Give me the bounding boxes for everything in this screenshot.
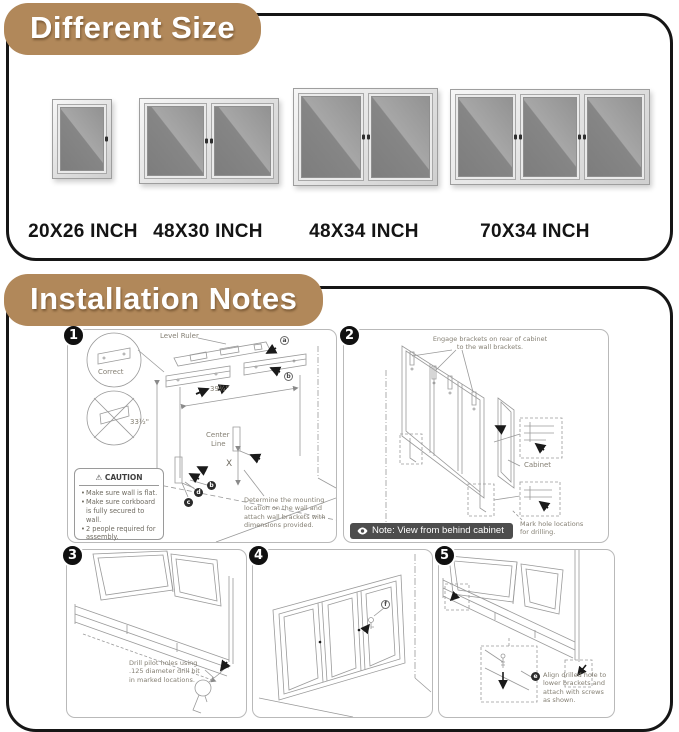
step3-instruction: Drill pilot holes using .125 diameter drill bit in marked locations. xyxy=(129,659,200,684)
correct-label: Correct xyxy=(98,368,124,376)
step2-panel xyxy=(343,329,609,543)
cork-panel xyxy=(214,106,271,176)
cork-panel xyxy=(301,96,361,178)
cork-panel xyxy=(147,106,204,176)
cork-panel xyxy=(458,97,513,177)
installation-notes-title: Installation Notes xyxy=(4,274,323,326)
drill-pilot-holes-diagram xyxy=(67,550,246,717)
cork-panel xyxy=(587,97,642,177)
width-dimension: 39¾" xyxy=(210,385,229,393)
height-dimension: 33½" xyxy=(130,418,149,426)
cabinet-door xyxy=(298,93,364,181)
step3-number: 3 xyxy=(61,544,84,567)
caution-box xyxy=(74,468,164,540)
step2-number: 2 xyxy=(338,324,361,347)
step3-panel xyxy=(66,549,247,718)
cork-panel xyxy=(371,96,431,178)
cork-panel xyxy=(60,107,104,171)
size-label-48x30: 48X30 INCH xyxy=(153,221,263,242)
cabinet-door xyxy=(211,103,274,179)
cabinet-48x30 xyxy=(139,98,279,184)
step4-panel xyxy=(252,549,433,718)
caution-item: • Make sure wall is flat. xyxy=(81,489,159,498)
center-line-label-2: Line xyxy=(211,440,226,448)
lock-icon xyxy=(578,135,581,140)
center-line-label-1: Center xyxy=(206,431,230,439)
different-size-title: Different Size xyxy=(4,3,261,55)
caution-title: ⚠ CAUTION xyxy=(79,469,159,486)
step5-panel xyxy=(438,549,615,718)
part-label-d: d xyxy=(194,488,203,497)
part-label-e: e xyxy=(531,672,540,681)
note-badge xyxy=(350,523,513,539)
size-label-20x26: 20X26 INCH xyxy=(28,221,138,242)
lock-icon xyxy=(105,137,108,142)
cabinet-48x34 xyxy=(293,88,438,186)
step4-number: 4 xyxy=(247,544,270,567)
cabinet-door xyxy=(57,104,107,174)
cabinet-door xyxy=(144,103,207,179)
caution-items xyxy=(75,486,163,542)
cabinet-70x34 xyxy=(450,89,650,185)
level-ruler-label: Level Ruler xyxy=(160,332,199,340)
caution-item: • 2 people required for assembly. xyxy=(81,525,159,543)
part-label-c: c xyxy=(184,498,193,507)
cork-panel xyxy=(523,97,578,177)
behind-cabinet-diagram xyxy=(344,330,608,542)
cabinet-door xyxy=(584,94,645,180)
lock-icon xyxy=(519,135,522,140)
lock-icon xyxy=(205,139,208,144)
eye-icon xyxy=(357,527,368,535)
part-label-f: f xyxy=(381,600,390,609)
lock-icon xyxy=(362,135,365,140)
cabinet-door xyxy=(368,93,434,181)
lock-icon xyxy=(367,135,370,140)
cabinet-label: Cabinet xyxy=(524,461,552,469)
part-label-b2: b xyxy=(207,481,216,490)
cabinet-20x26 xyxy=(52,99,112,179)
warning-icon: ⚠ xyxy=(95,473,103,482)
cabinet-door xyxy=(455,94,516,180)
lock-icon xyxy=(514,135,517,140)
size-label-48x34: 48X34 INCH xyxy=(309,221,419,242)
mark-holes-label: Mark hole locations for drilling. xyxy=(520,520,584,537)
x-dimension-label: X xyxy=(226,459,233,469)
engage-brackets-callout: Engage brackets on rear of cabinet to the wall brackets. xyxy=(432,335,548,352)
step5-number: 5 xyxy=(433,544,456,567)
part-label-b: b xyxy=(284,372,293,381)
lock-icon xyxy=(210,139,213,144)
cabinet-door xyxy=(520,94,581,180)
step1-panel xyxy=(67,329,337,543)
lock-icon xyxy=(583,135,586,140)
step1-instruction: Determine the mounting location on the wall and attach wall brackets with dimensions provided. xyxy=(244,496,326,530)
part-label-a: a xyxy=(280,336,289,345)
size-label-70x34: 70X34 INCH xyxy=(480,221,590,242)
note-text: Note: View from behind cabinet xyxy=(372,525,504,536)
step1-number: 1 xyxy=(62,324,85,347)
step5-instruction: Align drilled hole to lower brackets and attach with screws as shown. xyxy=(543,671,607,705)
mounted-cabinet-diagram xyxy=(253,550,432,717)
caution-item: • Make sure corkboard is fully secured to wall. xyxy=(81,498,159,525)
